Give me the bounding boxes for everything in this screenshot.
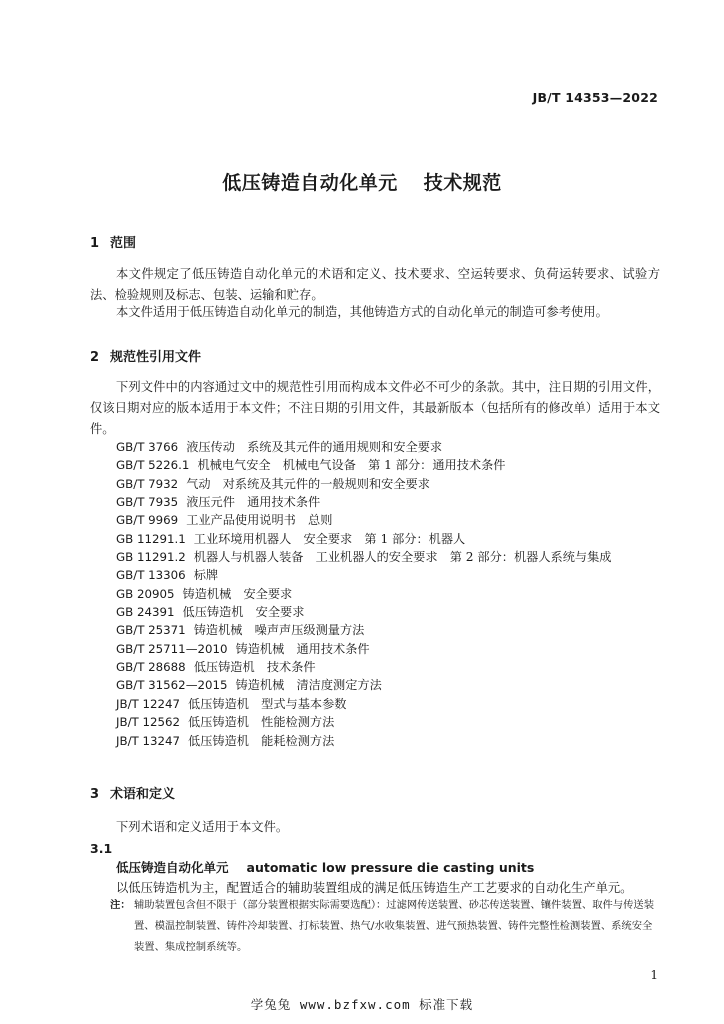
reference-code: GB/T 7935 xyxy=(116,495,179,510)
section-1-heading xyxy=(90,232,136,251)
reference-title: 液压传动 系统及其元件的通用规则和安全要求 xyxy=(186,440,443,454)
reference-code: JB/T 12562 xyxy=(116,715,181,730)
reference-item xyxy=(116,530,611,548)
reference-code: GB/T 3766 xyxy=(116,440,179,454)
section-1-paragraph-1: 本文件规定了低压铸造自动化单元的术语和定义、技术要求、空运转要求、负荷运转要求、试验方法、检验规则及标志、包装、运输和贮存。 xyxy=(90,267,660,302)
reference-code: GB 20905 xyxy=(116,586,175,601)
reference-title: 铸造机械 噪声声压级测量方法 xyxy=(193,623,365,638)
reference-item xyxy=(116,713,611,731)
reference-item xyxy=(116,603,611,621)
reference-code: GB/T 28688 xyxy=(116,660,186,675)
reference-title: 低压铸造机 型式与基本参数 xyxy=(188,696,347,711)
section-number: 1 xyxy=(90,236,100,251)
reference-item xyxy=(116,585,611,603)
reference-title: 标牌 xyxy=(193,568,219,583)
reference-list xyxy=(116,438,611,750)
term-chinese: 低压铸造自动化单元 xyxy=(116,860,229,875)
reference-item xyxy=(116,438,611,456)
note-label: 注： xyxy=(110,899,131,911)
section-title: 术语和定义 xyxy=(110,787,176,802)
reference-item xyxy=(116,566,611,584)
reference-title: 铸造机械 清洁度测定方法 xyxy=(235,678,382,693)
title-part1: 低压铸造自动化单元 xyxy=(222,172,398,194)
section-1-paragraph-2: 本文件适用于低压铸造自动化单元的制造，其他铸造方式的自动化单元的制造可参考使用。 xyxy=(116,305,608,319)
reference-code: GB/T 25371 xyxy=(116,623,186,638)
reference-item xyxy=(116,511,611,529)
reference-item xyxy=(116,493,611,511)
term-entry xyxy=(116,858,534,876)
reference-code: GB 24391 xyxy=(116,605,175,620)
section-3-intro: 下列术语和定义适用于本文件。 xyxy=(116,820,289,834)
reference-code: GB/T 31562—2015 xyxy=(116,678,228,693)
section-title: 范围 xyxy=(110,236,137,251)
reference-item xyxy=(116,456,611,474)
reference-title: 铸造机械 安全要求 xyxy=(182,586,293,601)
reference-code: GB/T 5226.1 xyxy=(116,458,190,473)
section-title: 规范性引用文件 xyxy=(110,350,202,365)
reference-code: GB/T 7932 xyxy=(116,476,179,491)
reference-title: 气动 对系统及其元件的一般规则和安全要求 xyxy=(186,476,430,491)
section-number: 2 xyxy=(90,350,100,365)
reference-title: 低压铸造机 性能检测方法 xyxy=(188,715,335,730)
reference-title: 低压铸造机 安全要求 xyxy=(182,605,305,620)
reference-item xyxy=(116,621,611,639)
term-english: automatic low pressure die casting units xyxy=(246,860,535,875)
title-part2: 技术规范 xyxy=(423,172,502,194)
section-number: 3 xyxy=(90,787,100,802)
reference-item xyxy=(116,548,611,566)
reference-title: 铸造机械 通用技术条件 xyxy=(235,641,370,656)
page-number: 1 xyxy=(650,968,658,982)
reference-title: 工业环境用机器人 安全要求 第 1 部分：机器人 xyxy=(193,531,466,546)
reference-title: 机器人与机器人装备 工业机器人的安全要求 第 2 部分：机器人系统与集成 xyxy=(193,550,612,565)
reference-item xyxy=(116,695,611,713)
reference-code: JB/T 13247 xyxy=(116,733,181,748)
reference-title: 液压元件 通用技术条件 xyxy=(186,495,321,510)
reference-title: 机械电气安全 机械电气设备 第 1 部分：通用技术条件 xyxy=(197,458,506,473)
document-title xyxy=(0,168,724,195)
reference-title: 低压铸造机 技术条件 xyxy=(193,660,316,675)
reference-code: GB/T 13306 xyxy=(116,568,186,583)
clause-number: 3.1 xyxy=(90,841,113,856)
reference-code: GB 11291.1 xyxy=(116,531,186,546)
reference-code: GB/T 9969 xyxy=(116,513,179,528)
reference-item xyxy=(116,732,611,750)
footer-watermark: 学兔兔 www.bzfxw.com 标准下载 xyxy=(250,997,474,1012)
reference-item xyxy=(116,640,611,658)
reference-item xyxy=(116,658,611,676)
reference-title: 工业产品使用说明书 总则 xyxy=(186,513,333,528)
reference-code: GB 11291.2 xyxy=(116,550,186,565)
section-2-intro: 下列文件中的内容通过文中的规范性引用而构成本文件必不可少的条款。其中，注日期的引用文件，仅该日期对应的版本适用于本文件；不注日期的引用文件，其最新版本（包括所有的修改单）适用于本文件。 xyxy=(90,380,660,436)
reference-code: JB/T 12247 xyxy=(116,696,181,711)
reference-item xyxy=(116,475,611,493)
section-2-heading xyxy=(90,346,201,365)
note-text: 辅助装置包含但不限于（部分装置根据实际需要选配）：过滤网传送装置、砂芯传送装置、镶件装置、取件与传送装置、模温控制装置、铸件冷却装置、打标装置、热气/水收集装置、进气预热装置、铸件完整性检测装置、系统安全装置、集成控制系统等。 xyxy=(134,899,654,953)
reference-item xyxy=(116,676,611,694)
standard-number: JB/T 14353—2022 xyxy=(532,90,658,105)
section-3-heading xyxy=(90,783,175,802)
term-definition: 以低压铸造机为主，配置适合的辅助装置组成的满足低压铸造生产工艺要求的自动化生产单元。 xyxy=(116,881,633,895)
reference-code: GB/T 25711—2010 xyxy=(116,641,228,656)
reference-title: 低压铸造机 能耗检测方法 xyxy=(188,733,335,748)
